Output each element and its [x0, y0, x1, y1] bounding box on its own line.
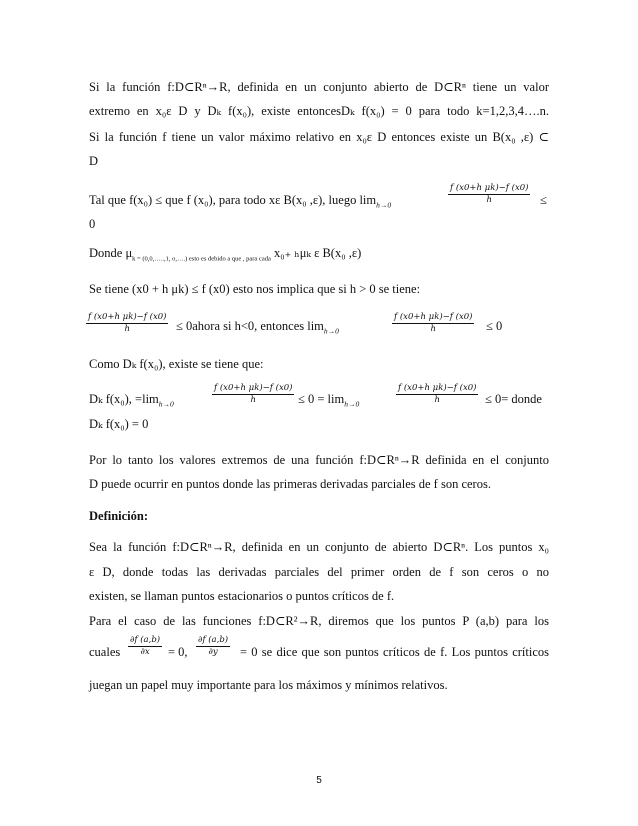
paragraph-5: Se tiene (x0 + h μk) ≤ f (x0) esto nos implica que si h > 0 se tiene:	[89, 282, 421, 296]
paragraph-9-line-2: D puede ocurrir en puntos donde las primeras derivadas parciales de f son ceros.	[89, 477, 491, 491]
paragraph-4-tail: x₀₊ ₕμₖ ε B(x₀ ,ε)	[273, 246, 362, 260]
paragraph-2-line-1: Si la función f tiene un valor máximo relativo en x₀ε D entonces existe un B(x₀ ,ε) ⊂	[89, 130, 549, 144]
paragraph-11-line-3: juegan un papel muy importante para los máximos y mínimos relativos.	[89, 678, 448, 692]
fraction-numerator: f (x0+h μk)−f (x0)	[450, 183, 529, 193]
fraction-h-positive	[86, 312, 168, 335]
fraction-numerator: f (x0+h μk)−f (x0)	[214, 383, 293, 393]
fraction-numerator: ∂f (a,b)	[130, 635, 161, 645]
limit-subscript: h→0	[344, 399, 360, 409]
equals-zero: = 0,	[168, 645, 188, 659]
paragraph-8-end: ≤ 0= donde	[485, 392, 542, 406]
paragraph-10-line-3: existen, se llaman puntos estacionarios o puntos críticos de f.	[89, 589, 395, 603]
paragraph-3-line-2: 0	[89, 217, 96, 231]
fraction-right-limit	[396, 383, 478, 406]
paragraph-9-line-1: Por lo tanto los valores extremos de una función f:D⊂Rⁿ→R definida en el conjunto	[89, 453, 549, 467]
paragraph-10-line-1: Sea la función f:D⊂Rⁿ→R, definida en un conjunto de abierto D⊂Rⁿ. Los puntos x₀	[89, 540, 549, 554]
fraction-denominator: h	[434, 395, 440, 405]
paragraph-8-start	[89, 391, 219, 413]
partial-derivative-y	[196, 635, 230, 658]
paragraph-6-middle	[176, 318, 396, 340]
paragraph-1-line-2: extremo en x₀ε D y Dₖ f(x₀), existe entoncesDₖ f(x₀) = 0 para todo k=1,2,3,4….n.	[89, 104, 549, 118]
limit-subscript: h→0	[158, 399, 174, 409]
paragraph-11-start: cuales	[89, 645, 121, 659]
paragraph-8-line-2: Dₖ f(x₀) = 0	[89, 417, 149, 431]
page-number: 5	[316, 775, 322, 786]
paragraph-8-text: Dₖ f(x₀), =lim	[89, 392, 159, 406]
paragraph-4	[89, 245, 549, 268]
mu-subscript: k = (0,0,…..,1, o,….) esto es debido a que , para cada	[132, 255, 271, 263]
paragraph-11-tail: = 0 se dice que son puntos críticos de f. Los puntos críticos	[240, 645, 549, 659]
paragraph-10-line-2: ε D, donde todas las derivadas parciales del primer orden de f son ceros o no	[89, 565, 549, 579]
fraction-h-negative	[392, 312, 474, 335]
fraction-left-limit	[212, 383, 294, 406]
fraction-denominator: ∂x	[140, 647, 150, 657]
fraction-numerator: ∂f (a,b)	[198, 635, 229, 645]
fraction-denominator: h	[430, 324, 436, 334]
inequality-sign: ≤	[540, 193, 547, 207]
paragraph-6-end: ≤ 0	[486, 319, 503, 333]
paragraph-3-text: Tal que f(x₀) ≤ que f (x₀), para todo xε B(x₀ ,ε), luego lim	[89, 193, 377, 207]
fraction-numerator: f (x0+h μk)−f (x0)	[88, 312, 167, 322]
paragraph-4-text: Donde μ	[89, 246, 133, 260]
partial-derivative-x	[128, 635, 162, 658]
definition-heading: Definición:	[89, 509, 149, 523]
paragraph-8-middle	[298, 391, 398, 413]
fraction-denominator: h	[486, 195, 492, 205]
fraction-numerator: f (x0+h μk)−f (x0)	[394, 312, 473, 322]
paragraph-1-line-1: Si la función f:D⊂Rⁿ→R, definida en un conjunto abierto de D⊂Rⁿ tiene un valor	[89, 80, 549, 94]
fraction-denominator: h	[124, 324, 130, 334]
paragraph-7: Como Dₖ f(x₀), existe se tiene que:	[89, 357, 264, 371]
fraction-denominator: ∂y	[208, 647, 218, 657]
paragraph-6-text: ≤ 0ahora si h<0, entonces lim	[176, 319, 324, 333]
fraction-denominator: h	[250, 395, 256, 405]
fraction-numerator: f (x0+h μk)−f (x0)	[398, 383, 477, 393]
paragraph-8-mid-text: ≤ 0 = lim	[298, 392, 345, 406]
limit-subscript: h→0	[323, 326, 339, 336]
difference-quotient-fraction	[448, 183, 530, 206]
paragraph-2-line-2: D	[89, 154, 99, 168]
paragraph-11-line-1: Para el caso de las funciones f:D⊂R²→R, diremos que los puntos P (a,b) para los	[89, 614, 549, 628]
paragraph-3-line-1	[89, 192, 449, 214]
limit-subscript: h→0	[376, 200, 392, 210]
